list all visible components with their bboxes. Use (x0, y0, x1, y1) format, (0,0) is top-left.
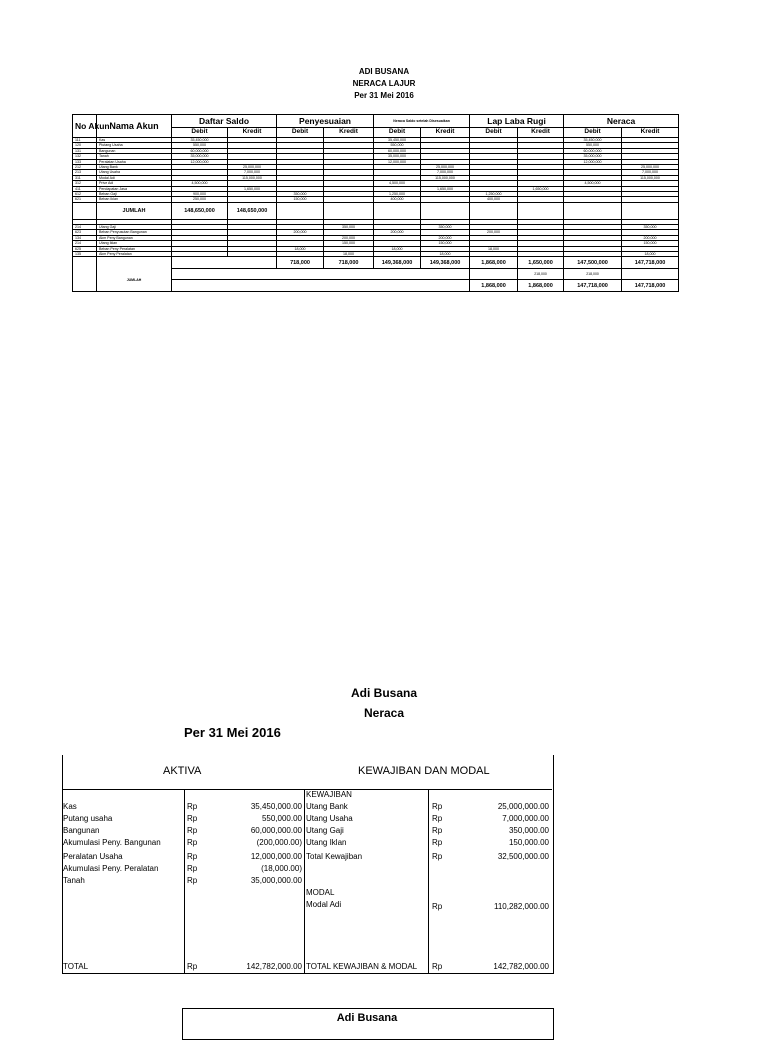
currency-label: Rp (187, 876, 198, 885)
header-debit: Debit (277, 128, 324, 138)
amount-cell: 35,450,000 (564, 138, 622, 143)
total-amount: 149,368,000 (421, 257, 470, 269)
header-debit: Debit (172, 128, 228, 138)
account-name: Tanah (97, 154, 172, 159)
amount-cell: 12,000,000 (374, 159, 421, 164)
aktiva-value: 12,000,000.00 (250, 852, 302, 861)
account-name: Prive Adi (97, 181, 172, 186)
amount-cell: 350,000 (277, 192, 324, 197)
empty-cell (277, 202, 324, 219)
account-name: Utang Iklan (97, 241, 172, 246)
header-debit: Debit (374, 128, 421, 138)
kewajiban-value: 25,000,000.00 (497, 802, 549, 811)
amount-cell: 12,000,000 (172, 159, 228, 164)
grand-total-amount: 1,868,000 (470, 280, 518, 292)
amount-cell: 12,000,000 (564, 159, 622, 164)
currency-label: Rp (187, 802, 198, 811)
total-amount: 1,650,000 (518, 257, 564, 269)
worksheet-table (72, 114, 679, 292)
amount-cell: 200,000 (324, 235, 374, 240)
header-no-akun: No Akun (73, 115, 97, 138)
currency-label: Rp (432, 902, 443, 911)
aktiva-value: (200,000.00) (256, 838, 302, 847)
amount-cell: 350,000 (622, 224, 679, 229)
amount-cell: 200,000 (277, 230, 324, 235)
amount-cell: 1,650,000 (421, 186, 470, 191)
currency-label: Rp (432, 802, 443, 811)
empty-cell (470, 269, 518, 280)
account-name: Beban Penyusutan Bangunan (97, 230, 172, 235)
account-name: Pendapatan Jasa (97, 186, 172, 191)
total-amount: 147,718,000 (622, 257, 679, 269)
amount-cell: 550,000 (374, 143, 421, 148)
amount-cell: 200,000 (470, 230, 518, 235)
amount-cell: 1,650,000 (228, 186, 277, 191)
amount-cell: 400,000 (374, 197, 421, 202)
account-number: 312 (73, 181, 97, 186)
account-number: 214 (73, 241, 97, 246)
empty-cell (73, 280, 97, 292)
subtotal-row (73, 202, 679, 219)
amount-cell: 150,000 (324, 241, 374, 246)
aktiva-name: Akumulasi Peny. Bangunan (63, 838, 161, 847)
account-name: Utang Gaji (97, 224, 172, 229)
amount-cell: 18,000 (622, 251, 679, 256)
amount-cell: 35,450,000 (172, 138, 228, 143)
currency-label: Rp (432, 852, 443, 861)
amount-cell: 35,000,000 (374, 154, 421, 159)
amount-cell: 35,000,000 (172, 154, 228, 159)
total-km-label: TOTAL KEWAJIBAN & MODAL (306, 962, 418, 971)
worksheet-company: ADI BUSANA (358, 67, 410, 76)
worksheet-name: NERACA LAJUR (352, 79, 416, 88)
amount-cell: 115,000,000 (228, 175, 277, 180)
header-kredit: Kredit (518, 128, 564, 138)
account-name: Akm Peny Peralatan (97, 251, 172, 256)
kewajiban-name: Utang Usaha (306, 814, 353, 823)
empty-cell (324, 202, 374, 219)
account-number: 621 (73, 197, 97, 202)
bottom-jumlah-label: JUMLAH (97, 269, 172, 292)
kewajiban-label: KEWAJIBAN (306, 790, 352, 799)
kewajiban-value: 7,000,000.00 (502, 814, 549, 823)
amount-cell: 115,000,000 (622, 175, 679, 180)
neraca-company: Adi Busana (350, 686, 417, 700)
currency-label: Rp (187, 814, 198, 823)
modal-name: Modal Adi (306, 900, 342, 909)
header-neraca-saldo-disesuaikan: Neraca Saldo setelah Disesuaikan (374, 115, 470, 128)
account-name: Beban Peny Peralatan (97, 246, 172, 251)
account-name: Modal Adi (97, 175, 172, 180)
account-number: 134 (73, 235, 97, 240)
aktiva-name: Akumulasi Peny. Peralatan (63, 864, 159, 873)
total-amount: 718,000 (277, 257, 324, 269)
neraca-title: Neraca (363, 706, 405, 720)
header-neraca: Neraca (564, 115, 679, 128)
empty-cell (622, 202, 679, 219)
amount-cell: 350,000 (324, 224, 374, 229)
amount-cell: 7,000,000 (228, 170, 277, 175)
total-amount: 718,000 (324, 257, 374, 269)
currency-label: Rp (432, 826, 443, 835)
totals-row (73, 257, 679, 269)
amount-cell: 35,000,000 (564, 154, 622, 159)
amount-cell: 550,000 (172, 143, 228, 148)
header-debit: Debit (470, 128, 518, 138)
account-number: 135 (73, 251, 97, 256)
amount-cell: 4,500,000 (564, 181, 622, 186)
kewajiban-name: Utang Gaji (306, 826, 344, 835)
empty-cell (172, 269, 470, 280)
total-km-value: 142,782,000.00 (493, 962, 549, 971)
amount-cell: 4,500,000 (172, 181, 228, 186)
amount-cell: 4,500,000 (374, 181, 421, 186)
aktiva-name: Putang usaha (63, 814, 113, 823)
amount-cell: 150,000 (277, 197, 324, 202)
aktiva-header: AKTIVA (163, 765, 202, 777)
totals-row (73, 269, 679, 280)
amount-cell: 60,000,000 (374, 148, 421, 153)
amount-cell: 35,450,000 (374, 138, 421, 143)
total-kewajiban-value: 32,500,000.00 (497, 852, 549, 861)
total-amount: 147,500,000 (564, 257, 622, 269)
header-kredit: Kredit (324, 128, 374, 138)
total-amount: 149,368,000 (374, 257, 421, 269)
amount-cell: 18,000 (374, 246, 421, 251)
amount-cell: 1,650,000 (518, 186, 564, 191)
amount-cell: 550,000 (564, 143, 622, 148)
header-daftar-saldo: Daftar Saldo (172, 115, 277, 128)
column-divider (304, 789, 305, 973)
laba-amount: 218,000 (564, 269, 622, 280)
amount-cell: 900,000 (172, 192, 228, 197)
modal-label: MODAL (306, 888, 335, 897)
column-divider (428, 789, 429, 973)
account-number: 111 (73, 138, 97, 143)
kewajiban-value: 350,000.00 (508, 826, 549, 835)
account-number: 213 (73, 170, 97, 175)
next-report-title: Adi Busana (336, 1012, 398, 1024)
empty-cell (73, 269, 97, 280)
account-number: 411 (73, 186, 97, 191)
account-number: 132 (73, 154, 97, 159)
amount-cell: 200,000 (421, 235, 470, 240)
account-name: Beban Iklan (97, 197, 172, 202)
amount-cell: 25,000,000 (421, 165, 470, 170)
account-number: 623 (73, 230, 97, 235)
aktiva-name: Kas (63, 802, 77, 811)
empty-cell (97, 257, 172, 269)
amount-cell: 18,000 (470, 246, 518, 251)
amount-cell: 200,000 (622, 235, 679, 240)
neraca-period: Per 31 Mei 2016 (184, 725, 281, 740)
empty-cell (518, 202, 564, 219)
currency-label: Rp (432, 962, 443, 971)
amount-cell: 60,000,000 (564, 148, 622, 153)
total-aktiva-value: 142,782,000.00 (246, 962, 302, 971)
currency-label: Rp (187, 838, 198, 847)
header-nama-akun: Nama Akun (97, 115, 172, 138)
aktiva-value: 35,000,000.00 (250, 876, 302, 885)
jumlah-label: JUMLAH (97, 202, 172, 219)
header-kredit: Kredit (421, 128, 470, 138)
header-kredit: Kredit (622, 128, 679, 138)
aktiva-name: Bangunan (63, 826, 100, 835)
jumlah-kredit: 148,650,000 (228, 202, 277, 219)
account-name: Utang Bank (97, 165, 172, 170)
empty-cell (421, 202, 470, 219)
header-debit: Debit (564, 128, 622, 138)
grand-total-amount: 147,718,000 (622, 280, 679, 292)
currency-label: Rp (432, 838, 443, 847)
account-name: Utang Usaha (97, 170, 172, 175)
kewajiban-name: Utang Bank (306, 802, 348, 811)
amount-cell: 1,250,000 (374, 192, 421, 197)
currency-label: Rp (187, 864, 198, 873)
empty-cell (172, 280, 470, 292)
account-name: Bangunan (97, 148, 172, 153)
column-divider (184, 789, 185, 973)
amount-cell: 7,000,000 (421, 170, 470, 175)
account-number: 131 (73, 148, 97, 153)
total-kewajiban-label: Total Kewajiban (306, 852, 363, 861)
account-number: 625 (73, 246, 97, 251)
account-name: Kas (97, 138, 172, 143)
amount-cell: 1,250,000 (470, 192, 518, 197)
account-number: 311 (73, 175, 97, 180)
empty-cell (172, 257, 277, 269)
kewajiban-name: Utang Iklan (306, 838, 347, 847)
amount-cell: 18,000 (324, 251, 374, 256)
empty-cell (470, 202, 518, 219)
amount-cell: 25,000,000 (228, 165, 277, 170)
currency-label: Rp (432, 814, 443, 823)
amount-cell: 18,000 (421, 251, 470, 256)
aktiva-value: 60,000,000.00 (250, 826, 302, 835)
aktiva-value: 35,450,000.00 (250, 802, 302, 811)
amount-cell: 150,000 (622, 241, 679, 246)
header-lap-laba-rugi: Lap Laba Rugi (470, 115, 564, 128)
account-name: Peralatan Usaha (97, 159, 172, 164)
aktiva-value: (18,000.00) (261, 864, 302, 873)
amount-cell: 7,000,000 (622, 170, 679, 175)
amount-cell: 25,000,000 (622, 165, 679, 170)
account-number: 120 (73, 143, 97, 148)
account-name: Piutang Usaha (97, 143, 172, 148)
grand-total-amount: 1,868,000 (518, 280, 564, 292)
empty-cell (73, 202, 97, 219)
account-number: 212 (73, 165, 97, 170)
amount-cell: 60,000,000 (172, 148, 228, 153)
amount-cell: 115,000,000 (421, 175, 470, 180)
account-number: 612 (73, 192, 97, 197)
account-name: Beban Gaji (97, 192, 172, 197)
aktiva-name: Tanah (63, 876, 85, 885)
amount-cell: 350,000 (421, 224, 470, 229)
amount-cell: 200,000 (374, 230, 421, 235)
empty-cell (622, 269, 679, 280)
amount-cell: 150,000 (421, 241, 470, 246)
aktiva-name: Peralatan Usaha (63, 852, 123, 861)
empty-cell (73, 257, 97, 269)
header-penyesuaian: Penyesuaian (277, 115, 374, 128)
account-number: 214 (73, 224, 97, 229)
header-kredit: Kredit (228, 128, 277, 138)
amount-cell: 18,000 (277, 246, 324, 251)
empty-cell (564, 202, 622, 219)
total-label: TOTAL (63, 962, 89, 971)
currency-label: Rp (187, 962, 198, 971)
grand-total-amount: 147,718,000 (564, 280, 622, 292)
worksheet-period: Per 31 Mei 2016 (354, 91, 414, 100)
aktiva-value: 550,000.00 (261, 814, 302, 823)
kewajiban-modal-header: KEWAJIBAN DAN MODAL (358, 765, 490, 777)
modal-value: 110,282,000.00 (493, 902, 549, 911)
laba-amount: 218,000 (518, 269, 564, 280)
amount-cell: 400,000 (470, 197, 518, 202)
empty-cell (374, 202, 421, 219)
kewajiban-value: 150,000.00 (508, 838, 549, 847)
account-name: Akm Peny Bangunan (97, 235, 172, 240)
currency-label: Rp (187, 826, 198, 835)
currency-label: Rp (187, 852, 198, 861)
account-number: 133 (73, 159, 97, 164)
total-amount: 1,868,000 (470, 257, 518, 269)
jumlah-debit: 148,650,000 (172, 202, 228, 219)
worksheet-title (0, 66, 768, 102)
amount-cell: 250,000 (172, 197, 228, 202)
